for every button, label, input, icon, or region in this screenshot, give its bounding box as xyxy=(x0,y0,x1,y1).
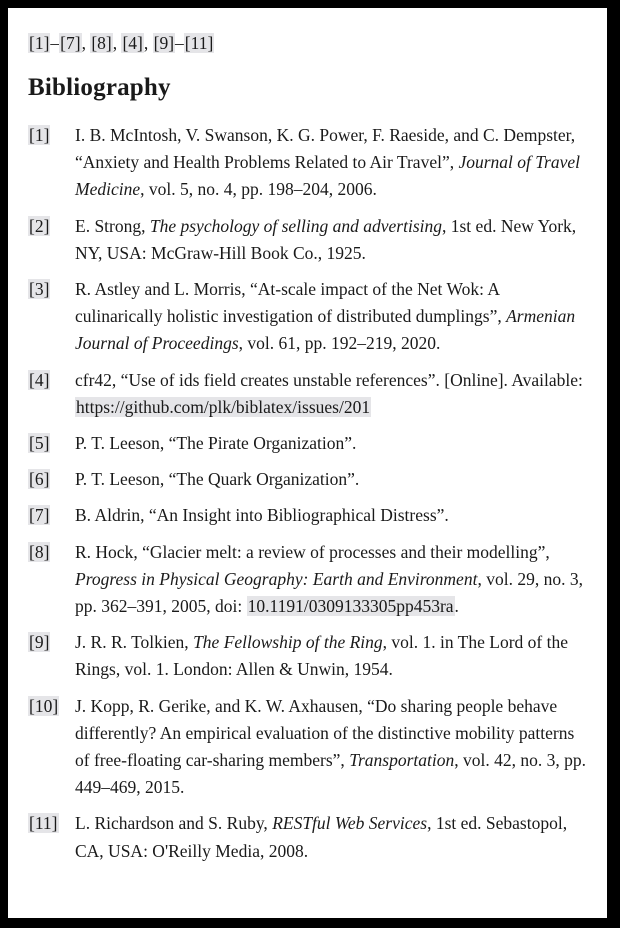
entry-label-link[interactable]: [9] xyxy=(29,632,50,653)
entry-label-link[interactable]: [3] xyxy=(29,279,50,300)
entry-text-run: L. Richardson and S. Ruby, xyxy=(75,813,273,834)
entry-text-run: , vol. 1. in The Lord of the Rings, vol. 1. London: Allen & Unwin, 1954. xyxy=(75,632,568,680)
entry-label-column xyxy=(28,539,75,621)
bib-entry xyxy=(28,122,591,204)
citation-link[interactable]: [9] xyxy=(153,33,175,53)
bib-entry xyxy=(28,213,591,267)
citation-link[interactable]: [1] xyxy=(29,33,50,53)
entry-text-run: R. Hock, “Glacier melt: a review of processes and their modelling”, xyxy=(75,541,550,562)
bib-entry xyxy=(28,629,591,683)
bibliography-heading: Bibliography xyxy=(28,74,171,101)
bibliography-list xyxy=(28,122,591,865)
entry-text-run: , vol. 61, pp. 192–219, 2020. xyxy=(238,333,441,354)
entry-text xyxy=(75,430,591,457)
entry-text-run: cfr42, “Use of ids field creates unstable references”. [Online]. Available: xyxy=(75,369,583,390)
bib-entry xyxy=(28,810,591,864)
entry-text xyxy=(75,213,591,267)
journal-title: The psychology of selling and advertising xyxy=(149,215,442,236)
entry-label-link[interactable]: [11] xyxy=(29,813,58,834)
entry-text-run: , vol. 42, no. 3, pp. 449–469, 2015. xyxy=(75,750,586,798)
entry-text-run: P. T. Leeson, “The Pirate Organization”. xyxy=(75,433,357,454)
entry-label-column xyxy=(28,629,75,683)
entry-label-link[interactable]: [7] xyxy=(29,505,50,526)
bib-entry xyxy=(28,539,591,621)
entry-text-run: J. Kopp, R. Gerike, and K. W. Axhausen, “Do sharing people behave differently? An empirical evaluation of the distinctive mobility patterns of free-floating car-sharing members”, xyxy=(75,695,575,771)
entry-text-run: , vol. 5, no. 4, pp. 198–204, 2006. xyxy=(140,179,377,200)
journal-title: Transportation xyxy=(349,750,455,771)
entry-label-link[interactable]: [4] xyxy=(29,369,50,390)
entry-label-link[interactable]: [2] xyxy=(29,215,50,236)
journal-title: RESTful Web Services xyxy=(272,813,428,834)
entry-label-column xyxy=(28,466,75,493)
entry-text xyxy=(75,810,591,864)
entry-label-link[interactable]: [10] xyxy=(29,695,59,716)
entry-text xyxy=(75,466,591,493)
bib-entry xyxy=(28,276,591,358)
citation-separator: – xyxy=(175,33,184,53)
entry-text-run: P. T. Leeson, “The Quark Organization”. xyxy=(75,469,360,490)
document-page xyxy=(8,8,607,918)
entry-text-run: , vol. 29, no. 3, pp. 362–391, 2005, doi: xyxy=(75,568,583,617)
bib-entry xyxy=(28,693,591,802)
citation-separator: , xyxy=(112,33,122,53)
entry-text-run: R. Astley and L. Morris, “At-scale impact of the Net Wok: A culinarically holistic investigation of distributed dumplings”, xyxy=(75,279,507,327)
entry-text xyxy=(75,367,591,421)
bib-entry xyxy=(28,430,591,457)
entry-text-run: I. B. McIntosh, V. Swanson, K. G. Power, F. Raeside, and C. Dempster, “Anxiety and Health Problems Related to Air Travel”, xyxy=(75,125,576,173)
bib-entry xyxy=(28,466,591,493)
entry-text xyxy=(75,539,591,621)
journal-title: The Fellowship of the Ring xyxy=(193,632,383,653)
journal-title: Progress in Physical Geography: Earth and Environment xyxy=(75,568,478,589)
entry-text-run: E. Strong, xyxy=(75,215,150,236)
citation-separator: , xyxy=(143,33,153,53)
entry-label-column xyxy=(28,693,75,802)
entry-label-link[interactable]: [6] xyxy=(29,469,50,490)
entry-text-run: B. Aldrin, “An Insight into Bibliographical Distress”. xyxy=(75,505,449,526)
entry-text xyxy=(75,122,591,204)
journal-title: Armenian Journal of Proceedings xyxy=(75,306,576,354)
entry-label-column xyxy=(28,430,75,457)
entry-label-column xyxy=(28,122,75,204)
entry-text xyxy=(75,276,591,358)
entry-text xyxy=(75,629,591,683)
entry-label-column xyxy=(28,502,75,529)
citation-separator: – xyxy=(50,33,60,53)
entry-text xyxy=(75,502,591,529)
entry-text-run: . xyxy=(454,596,459,617)
entry-text-run: , 1st ed. New York, NY, USA: McGraw-Hill Book Co., 1925. xyxy=(75,215,577,263)
citation-line xyxy=(28,30,591,57)
url-link[interactable]: https://github.com/plk/biblatex/issues/201 xyxy=(76,396,371,417)
citation-link[interactable]: [7] xyxy=(60,33,81,53)
journal-title: Journal of Travel Medicine xyxy=(75,152,581,200)
citation-link[interactable]: [11] xyxy=(184,33,214,53)
entry-text-run: J. R. R. Tolkien, xyxy=(75,632,194,653)
bib-entry xyxy=(28,367,591,421)
entry-text-run: , 1st ed. Sebastopol, CA, USA: O'Reilly Media, 2008. xyxy=(75,813,568,861)
entry-label-column xyxy=(28,276,75,358)
citation-separator: , xyxy=(81,33,91,53)
entry-text xyxy=(75,693,591,802)
entry-label-link[interactable]: [5] xyxy=(29,433,50,454)
citation-link[interactable]: [4] xyxy=(122,33,143,53)
doi-link[interactable]: 10.1191/0309133305pp453ra xyxy=(247,596,454,617)
bib-entry xyxy=(28,502,591,529)
entry-label-column xyxy=(28,213,75,267)
entry-label-column xyxy=(28,810,75,864)
entry-label-link[interactable]: [8] xyxy=(29,541,50,562)
citation-link[interactable]: [8] xyxy=(91,33,112,53)
entry-label-column xyxy=(28,367,75,421)
entry-label-link[interactable]: [1] xyxy=(29,125,50,145)
